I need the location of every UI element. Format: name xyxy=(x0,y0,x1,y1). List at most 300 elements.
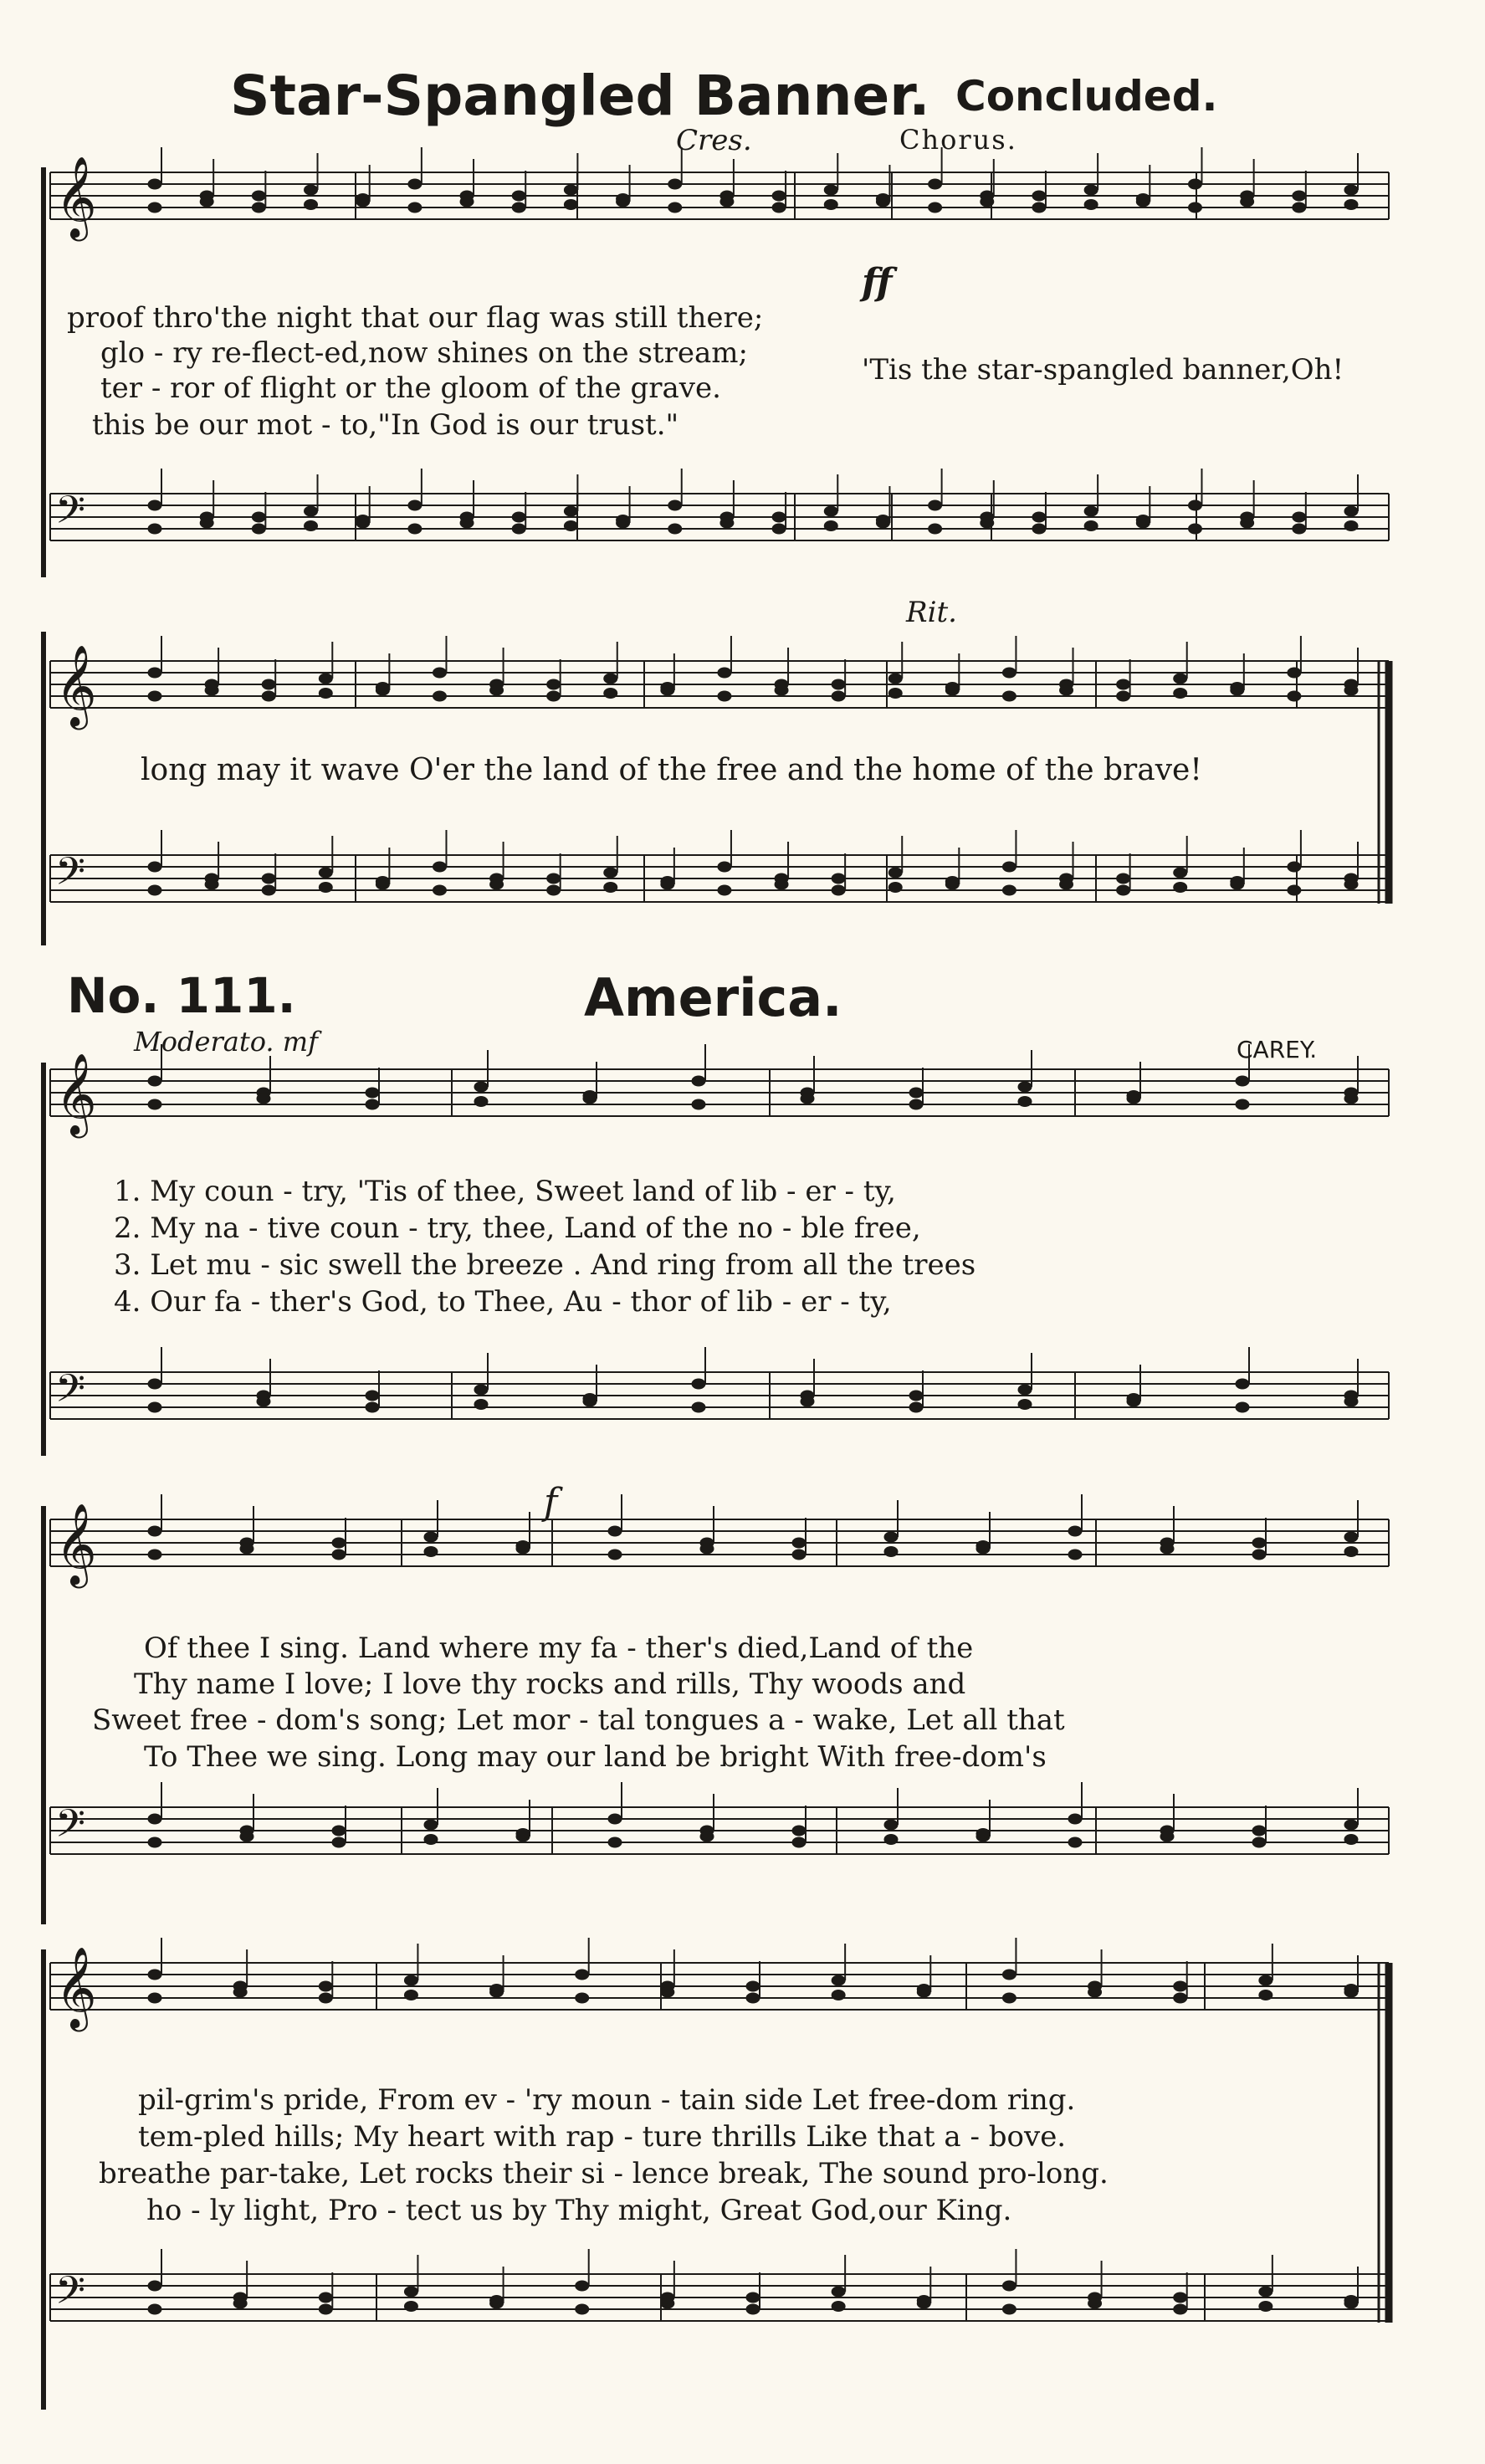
america-bass-1-note xyxy=(148,1402,161,1412)
america-treble-3-note xyxy=(319,1993,332,2003)
america-treble-3-note xyxy=(1002,1993,1016,2003)
ssb-treble-1-note xyxy=(408,179,422,189)
ssb-treble-1-note xyxy=(1032,202,1046,213)
ssb-bass-1-note xyxy=(1241,518,1254,528)
ssb-treble-1-note xyxy=(1084,185,1098,195)
ssb-bass-1-note xyxy=(148,500,161,510)
ssb-bass-1-note xyxy=(1293,524,1306,534)
ssb-bass-2-note xyxy=(888,883,902,893)
treble-clef-icon: 𝄞 xyxy=(55,1053,97,1135)
ssb-bass-2-note xyxy=(604,883,617,893)
bass-clef-icon: 𝄢 xyxy=(55,1366,86,1421)
ssb-bass-1-note xyxy=(460,518,474,528)
america-treble-3-note xyxy=(148,1993,161,2003)
america-bass-3-note xyxy=(148,2281,161,2291)
ssb-bass-1-note xyxy=(876,515,889,525)
america-treble-1-note xyxy=(1236,1099,1249,1109)
ssb-bass-2-note xyxy=(661,877,674,887)
ssb-bass-1-note xyxy=(929,500,942,510)
america-treble-2-note xyxy=(424,1547,438,1557)
america-line1-verse3: 3. Let mu - sic swell the breeze . And ring from all the trees xyxy=(114,1248,976,1282)
ssb-treble-1-note xyxy=(1293,202,1306,213)
america-bass-1-note xyxy=(366,1402,379,1412)
america-treble-1-note xyxy=(1018,1097,1032,1107)
ssb-bass-2-note xyxy=(1174,868,1187,878)
ssb-treble-1-note xyxy=(668,202,682,213)
america-treble-2-note xyxy=(700,1544,714,1554)
ssb-bass-2-note xyxy=(775,879,788,889)
bass-clef-icon: 𝄢 xyxy=(55,849,86,904)
america-line1-verse2: 2. My na - tive coun - try, thee, Land of the no - ble free, xyxy=(114,1212,921,1245)
america-bass-2-note xyxy=(424,1835,438,1845)
bass-clef-icon: 𝄢 xyxy=(55,1801,86,1856)
ssb-bass-2-note xyxy=(888,868,902,878)
america-treble-1-note xyxy=(909,1088,923,1098)
ssb-treble-1-note xyxy=(824,185,837,195)
forte-marking: f xyxy=(544,1481,558,1524)
america-bass-2-note xyxy=(1068,1814,1082,1824)
ssb-bass-1-note xyxy=(252,512,265,522)
america-bass-1-note xyxy=(801,1396,814,1406)
ssb-bass-2-note xyxy=(1288,862,1301,872)
america-treble-1-note xyxy=(909,1099,923,1109)
ssb-treble-1-note xyxy=(305,200,318,210)
america-bass-3-note xyxy=(1002,2281,1016,2291)
ssb-bass-1-note xyxy=(1032,512,1046,522)
america-line3-verse1: pil-grim's pride, From ev - 'ry moun - tain side Let free-dom ring. xyxy=(138,2083,1076,2117)
america-treble-3-note xyxy=(576,1970,589,1980)
america-bass-2-note xyxy=(976,1829,990,1839)
treble-clef-icon: 𝄞 xyxy=(55,1946,97,2028)
america-treble-3-note xyxy=(1344,1985,1358,1995)
america-bass-3-note xyxy=(1344,2296,1358,2306)
ssb-treble-1-note xyxy=(1344,200,1358,210)
america-bass-1-note xyxy=(692,1402,705,1412)
america-bass-1-note xyxy=(366,1391,379,1401)
ssb-treble-2-note xyxy=(832,691,845,701)
america-bass-1-note xyxy=(257,1396,270,1406)
america-bass-3-note xyxy=(746,2304,760,2314)
america-bass-1-note xyxy=(909,1391,923,1401)
america-treble-2-note xyxy=(792,1550,806,1560)
ssb-bass-2-note xyxy=(319,868,332,878)
america-treble-1-note xyxy=(1018,1082,1032,1092)
fortissimo-marking: ff xyxy=(862,261,893,304)
ssb-treble-1-note xyxy=(200,197,213,207)
ritardando-marking: Rit. xyxy=(906,596,957,629)
ssb-bass-1-note xyxy=(720,518,734,528)
america-line2-verse4: To Thee we sing. Long may our land be bright With free-dom's xyxy=(144,1740,1047,1774)
song-title-america: America. xyxy=(584,967,842,1028)
ssb-bass-2-note xyxy=(718,862,731,872)
ssb-bass-1-note xyxy=(564,521,577,531)
ssb-treble-1-note xyxy=(1032,191,1046,201)
america-treble-2-note xyxy=(516,1541,530,1551)
ssb-bass-2-note xyxy=(490,879,504,889)
america-bass-2-note xyxy=(332,1837,346,1847)
america-treble-2-note xyxy=(332,1538,346,1548)
america-treble-2-note xyxy=(1252,1538,1266,1548)
ssb-treble-2-note xyxy=(433,668,446,678)
ssb-bass-1-note xyxy=(512,524,525,534)
ssb-bass-1-note xyxy=(305,506,318,516)
america-treble-3-note xyxy=(1259,1975,1272,1985)
america-treble-2-note xyxy=(1068,1550,1082,1560)
america-treble-3-note xyxy=(576,1993,589,2003)
ssb-treble-1-note xyxy=(929,179,942,189)
america-line3-verse3: breathe par-take, Let rocks their si - lence break, The sound pro-long. xyxy=(99,2157,1109,2190)
tempo-marking: Moderato. mf xyxy=(134,1026,318,1058)
ssb-treble-2-note xyxy=(1117,679,1130,689)
america-treble-3-note xyxy=(1002,1970,1016,1980)
chorus-label: Chorus. xyxy=(899,124,1017,156)
ssb-bass-1-note xyxy=(564,506,577,516)
ssb-bass-1-note xyxy=(1136,515,1150,525)
america-treble-2-note xyxy=(332,1550,346,1560)
america-treble-3-note xyxy=(233,1987,247,1997)
ssb-bass-2-note xyxy=(832,885,845,895)
ssb-treble-1-note xyxy=(564,185,577,195)
ssb-treble-2-note xyxy=(1117,691,1130,701)
ssb-bass-1-note xyxy=(824,521,837,531)
ssb-bass-2-note xyxy=(319,883,332,893)
america-treble-3-note xyxy=(319,1981,332,1991)
ssb-bass-1-note xyxy=(305,521,318,531)
bass-clef-icon: 𝄢 xyxy=(55,488,86,542)
ssb-treble-1-note xyxy=(408,202,422,213)
ssb-bass-2-note xyxy=(1344,879,1358,889)
america-treble-1-note xyxy=(1127,1091,1140,1101)
america-treble-2-note xyxy=(1068,1526,1082,1536)
america-bass-3-note xyxy=(1002,2304,1016,2314)
america-treble-2-note xyxy=(148,1550,161,1560)
bass-clef-icon: 𝄢 xyxy=(55,2268,86,2323)
america-bass-2-note xyxy=(148,1837,161,1847)
america-treble-2-note xyxy=(976,1541,990,1551)
lyric-verse-4: this be our mot - to,"In God is our trust." xyxy=(92,408,679,442)
america-treble-2-note xyxy=(608,1526,622,1536)
america-treble-1-note xyxy=(1344,1094,1358,1104)
ssb-treble-2-note xyxy=(718,691,731,701)
america-bass-2-note xyxy=(1252,1826,1266,1836)
america-bass-2-note xyxy=(1252,1837,1266,1847)
ssb-bass-1-note xyxy=(617,515,630,525)
ssb-bass-2-note xyxy=(547,885,561,895)
ssb-bass-1-note xyxy=(668,524,682,534)
america-treble-1-note xyxy=(148,1076,161,1086)
america-bass-3-note xyxy=(1174,2292,1187,2303)
ssb-treble-2-note xyxy=(1344,685,1358,695)
ssb-treble-1-note xyxy=(720,197,734,207)
america-bass-1-note xyxy=(148,1379,161,1389)
ssb-treble-2-note xyxy=(775,685,788,695)
ssb-bass-2-note xyxy=(1060,879,1073,889)
america-bass-3-note xyxy=(1088,2298,1102,2308)
america-bass-3-note xyxy=(148,2304,161,2314)
ssb-bass-1-note xyxy=(512,512,525,522)
america-bass-3-note xyxy=(319,2292,332,2303)
ssb-bass-2-note xyxy=(376,877,389,887)
ssb-bass-2-note xyxy=(547,873,561,884)
america-treble-2-note xyxy=(424,1532,438,1542)
ssb-treble-1-note xyxy=(356,194,370,204)
ssb-treble-1-note xyxy=(564,200,577,210)
ssb-treble-1-note xyxy=(148,202,161,213)
america-bass-2-note xyxy=(792,1826,806,1836)
america-treble-1-note xyxy=(474,1097,488,1107)
ssb-treble-2-note xyxy=(1288,691,1301,701)
ssb-treble-2-note xyxy=(604,689,617,699)
ssb-treble-1-note xyxy=(876,194,889,204)
america-treble-1-note xyxy=(692,1099,705,1109)
ssb-treble-1-note xyxy=(772,191,786,201)
ssb-bass-1-note xyxy=(1188,524,1201,534)
america-treble-3-note xyxy=(917,1985,930,1995)
america-treble-1-note xyxy=(583,1091,597,1101)
lyric-chorus-a: 'Tis the star-spangled banner,Oh! xyxy=(862,353,1344,387)
ssb-treble-2-note xyxy=(262,679,275,689)
america-treble-3-note xyxy=(1174,1981,1187,1991)
ssb-treble-2-note xyxy=(319,689,332,699)
ssb-bass-1-note xyxy=(1084,521,1098,531)
ssb-treble-2-note xyxy=(319,674,332,684)
ssb-treble-2-note xyxy=(718,668,731,678)
ssb-treble-1-note xyxy=(305,185,318,195)
ssb-treble-2-note xyxy=(1174,674,1187,684)
ssb-treble-1-note xyxy=(824,200,837,210)
america-bass-3-note xyxy=(917,2296,930,2306)
america-bass-3-note xyxy=(319,2304,332,2314)
ssb-bass-2-note xyxy=(205,879,218,889)
america-bass-2-note xyxy=(608,1814,622,1824)
america-bass-1-note xyxy=(1018,1385,1032,1395)
ssb-bass-2-note xyxy=(148,885,161,895)
ssb-treble-2-note xyxy=(1288,668,1301,678)
america-bass-2-note xyxy=(332,1826,346,1836)
ssb-bass-2-note xyxy=(262,873,275,884)
america-bass-2-note xyxy=(148,1814,161,1824)
ssb-bass-1-note xyxy=(1344,521,1358,531)
ssb-bass-1-note xyxy=(252,524,265,534)
america-bass-2-note xyxy=(792,1837,806,1847)
america-bass-1-note xyxy=(692,1379,705,1389)
america-bass-2-note xyxy=(516,1829,530,1839)
america-treble-3-note xyxy=(404,1990,417,2000)
ssb-treble-2-note xyxy=(262,691,275,701)
america-line2-verse2: Thy name I love; I love thy rocks and rills, Thy woods and xyxy=(134,1667,966,1701)
america-bass-3-note xyxy=(576,2281,589,2291)
america-bass-1-note xyxy=(1127,1394,1140,1404)
america-treble-3-note xyxy=(661,1987,674,1997)
america-treble-1-note xyxy=(474,1082,488,1092)
lyric-verse-1: proof thro'the night that our flag was still there; xyxy=(67,301,764,335)
america-bass-1-note xyxy=(474,1400,488,1410)
ssb-treble-1-note xyxy=(1188,179,1201,189)
america-treble-1-note xyxy=(257,1094,270,1104)
america-line3-verse2: tem-pled hills; My heart with rap - ture thrills Like that a - bove. xyxy=(138,2120,1067,2154)
ssb-bass-2-note xyxy=(433,885,446,895)
ssb-treble-2-note xyxy=(1002,668,1016,678)
america-treble-1-note xyxy=(148,1099,161,1109)
ssb-treble-2-note xyxy=(1174,689,1187,699)
america-treble-2-note xyxy=(1344,1547,1358,1557)
ssb-treble-1-note xyxy=(668,179,682,189)
america-bass-2-note xyxy=(240,1831,253,1842)
ssb-treble-2-note xyxy=(1060,685,1073,695)
ssb-treble-1-note xyxy=(772,202,786,213)
america-treble-2-note xyxy=(884,1532,898,1542)
america-line2-verse3: Sweet free - dom's song; Let mor - tal tongues a - wake, Let all that xyxy=(92,1703,1065,1737)
ssb-treble-1-note xyxy=(252,191,265,201)
america-bass-3-note xyxy=(832,2287,845,2297)
lyric-verse-2: glo - ry re-flect-ed,now shines on the stream; xyxy=(100,336,748,370)
ssb-treble-2-note xyxy=(148,668,161,678)
america-bass-1-note xyxy=(909,1402,923,1412)
america-bass-2-note xyxy=(1160,1831,1174,1842)
ssb-bass-2-note xyxy=(718,885,731,895)
ssb-treble-1-note xyxy=(617,194,630,204)
ssb-bass-2-note xyxy=(1174,883,1187,893)
ssb-bass-1-note xyxy=(1188,500,1201,510)
america-bass-3-note xyxy=(576,2304,589,2314)
treble-clef-icon: 𝄞 xyxy=(55,1503,97,1585)
america-treble-3-note xyxy=(148,1970,161,1980)
ssb-treble-1-note xyxy=(1293,191,1306,201)
america-treble-2-note xyxy=(240,1544,253,1554)
america-bass-2-note xyxy=(1068,1837,1082,1847)
ssb-bass-2-note xyxy=(1288,885,1301,895)
america-bass-2-note xyxy=(1344,1835,1358,1845)
america-bass-1-note xyxy=(1018,1400,1032,1410)
ssb-bass-2-note xyxy=(433,862,446,872)
ssb-bass-1-note xyxy=(148,524,161,534)
america-bass-3-note xyxy=(404,2302,417,2312)
america-bass-3-note xyxy=(1259,2287,1272,2297)
america-bass-1-note xyxy=(1236,1402,1249,1412)
america-treble-3-note xyxy=(1259,1990,1272,2000)
ssb-treble-1-note xyxy=(981,197,994,207)
ssb-treble-2-note xyxy=(376,683,389,693)
ssb-bass-1-note xyxy=(668,500,682,510)
america-treble-3-note xyxy=(404,1975,417,1985)
song-title: Star-Spangled Banner. xyxy=(230,64,930,128)
ssb-treble-2-note xyxy=(832,679,845,689)
america-treble-2-note xyxy=(1252,1550,1266,1560)
ssb-bass-1-note xyxy=(200,518,213,528)
ssb-bass-1-note xyxy=(1293,512,1306,522)
america-treble-1-note xyxy=(366,1099,379,1109)
america-treble-2-note xyxy=(608,1550,622,1560)
america-bass-1-note xyxy=(583,1394,597,1404)
america-treble-2-note xyxy=(1344,1532,1358,1542)
ssb-treble-1-note xyxy=(252,202,265,213)
ssb-treble-2-note xyxy=(1231,683,1244,693)
ssb-bass-2-note xyxy=(1002,862,1016,872)
ssb-bass-1-note xyxy=(408,500,422,510)
america-treble-3-note xyxy=(832,1975,845,1985)
america-bass-1-note xyxy=(1344,1396,1358,1406)
ssb-treble-2-note xyxy=(888,689,902,699)
america-treble-1-note xyxy=(801,1094,814,1104)
america-line1-verse4: 4. Our fa - ther's God, to Thee, Au - thor of lib - er - ty, xyxy=(114,1285,892,1319)
ssb-bass-1-note xyxy=(824,506,837,516)
lyric-chorus-b: long may it wave O'er the land of the free and the home of the brave! xyxy=(141,753,1202,787)
ssb-treble-2-note xyxy=(661,683,674,693)
america-line3-verse4: ho - ly light, Pro - tect us by Thy might, Great God,our King. xyxy=(146,2194,1012,2227)
america-bass-2-note xyxy=(884,1835,898,1845)
ssb-treble-1-note xyxy=(929,202,942,213)
ssb-treble-2-note xyxy=(205,685,218,695)
america-bass-3-note xyxy=(746,2292,760,2303)
america-line2-verse1: Of thee I sing. Land where my fa - ther's died,Land of the xyxy=(144,1632,974,1665)
ssb-treble-2-note xyxy=(547,691,561,701)
america-treble-1-note xyxy=(1236,1076,1249,1086)
ssb-treble-2-note xyxy=(547,679,561,689)
america-bass-2-note xyxy=(608,1837,622,1847)
america-bass-1-note xyxy=(1236,1379,1249,1389)
ssb-treble-1-note xyxy=(1136,194,1150,204)
ssb-treble-1-note xyxy=(512,202,525,213)
ssb-treble-1-note xyxy=(460,197,474,207)
ssb-bass-1-note xyxy=(356,515,370,525)
america-treble-2-note xyxy=(884,1547,898,1557)
america-treble-1-note xyxy=(366,1088,379,1098)
ssb-treble-2-note xyxy=(148,691,161,701)
america-bass-3-note xyxy=(832,2302,845,2312)
ssb-bass-1-note xyxy=(1084,506,1098,516)
america-treble-2-note xyxy=(792,1538,806,1548)
ssb-treble-1-note xyxy=(148,179,161,189)
america-treble-3-note xyxy=(1088,1987,1102,1997)
america-bass-2-note xyxy=(700,1831,714,1842)
ssb-treble-2-note xyxy=(888,674,902,684)
america-treble-3-note xyxy=(832,1990,845,2000)
america-bass-3-note xyxy=(490,2296,504,2306)
america-treble-2-note xyxy=(1160,1544,1174,1554)
ssb-bass-2-note xyxy=(1002,885,1016,895)
ssb-bass-2-note xyxy=(1117,885,1130,895)
ssb-bass-1-note xyxy=(408,524,422,534)
lyric-verse-3: ter - ror of flight or the gloom of the grave. xyxy=(100,371,721,405)
ssb-bass-1-note xyxy=(772,512,786,522)
ssb-bass-2-note xyxy=(1117,873,1130,884)
ssb-treble-2-note xyxy=(945,683,959,693)
treble-clef-icon: 𝄞 xyxy=(55,156,97,238)
america-treble-3-note xyxy=(746,1981,760,1991)
ssb-treble-1-note xyxy=(1344,185,1358,195)
ssb-treble-1-note xyxy=(1084,200,1098,210)
crescendo-marking: Cres. xyxy=(676,124,752,157)
america-bass-2-note xyxy=(424,1820,438,1830)
america-treble-3-note xyxy=(490,1985,504,1995)
hymn-number: No. 111. xyxy=(67,967,296,1024)
ssb-treble-1-note xyxy=(512,191,525,201)
ssb-bass-1-note xyxy=(981,518,994,528)
ssb-bass-1-note xyxy=(1032,524,1046,534)
ssb-bass-2-note xyxy=(945,877,959,887)
ssb-treble-2-note xyxy=(433,691,446,701)
ssb-bass-1-note xyxy=(929,524,942,534)
ssb-bass-2-note xyxy=(1231,877,1244,887)
song-title-suffix: Concluded. xyxy=(955,72,1218,120)
ssb-bass-1-note xyxy=(1344,506,1358,516)
ssb-bass-2-note xyxy=(832,873,845,884)
america-bass-3-note xyxy=(404,2287,417,2297)
america-treble-2-note xyxy=(148,1526,161,1536)
ssb-bass-1-note xyxy=(772,524,786,534)
america-bass-3-note xyxy=(1174,2304,1187,2314)
america-bass-1-note xyxy=(474,1385,488,1395)
